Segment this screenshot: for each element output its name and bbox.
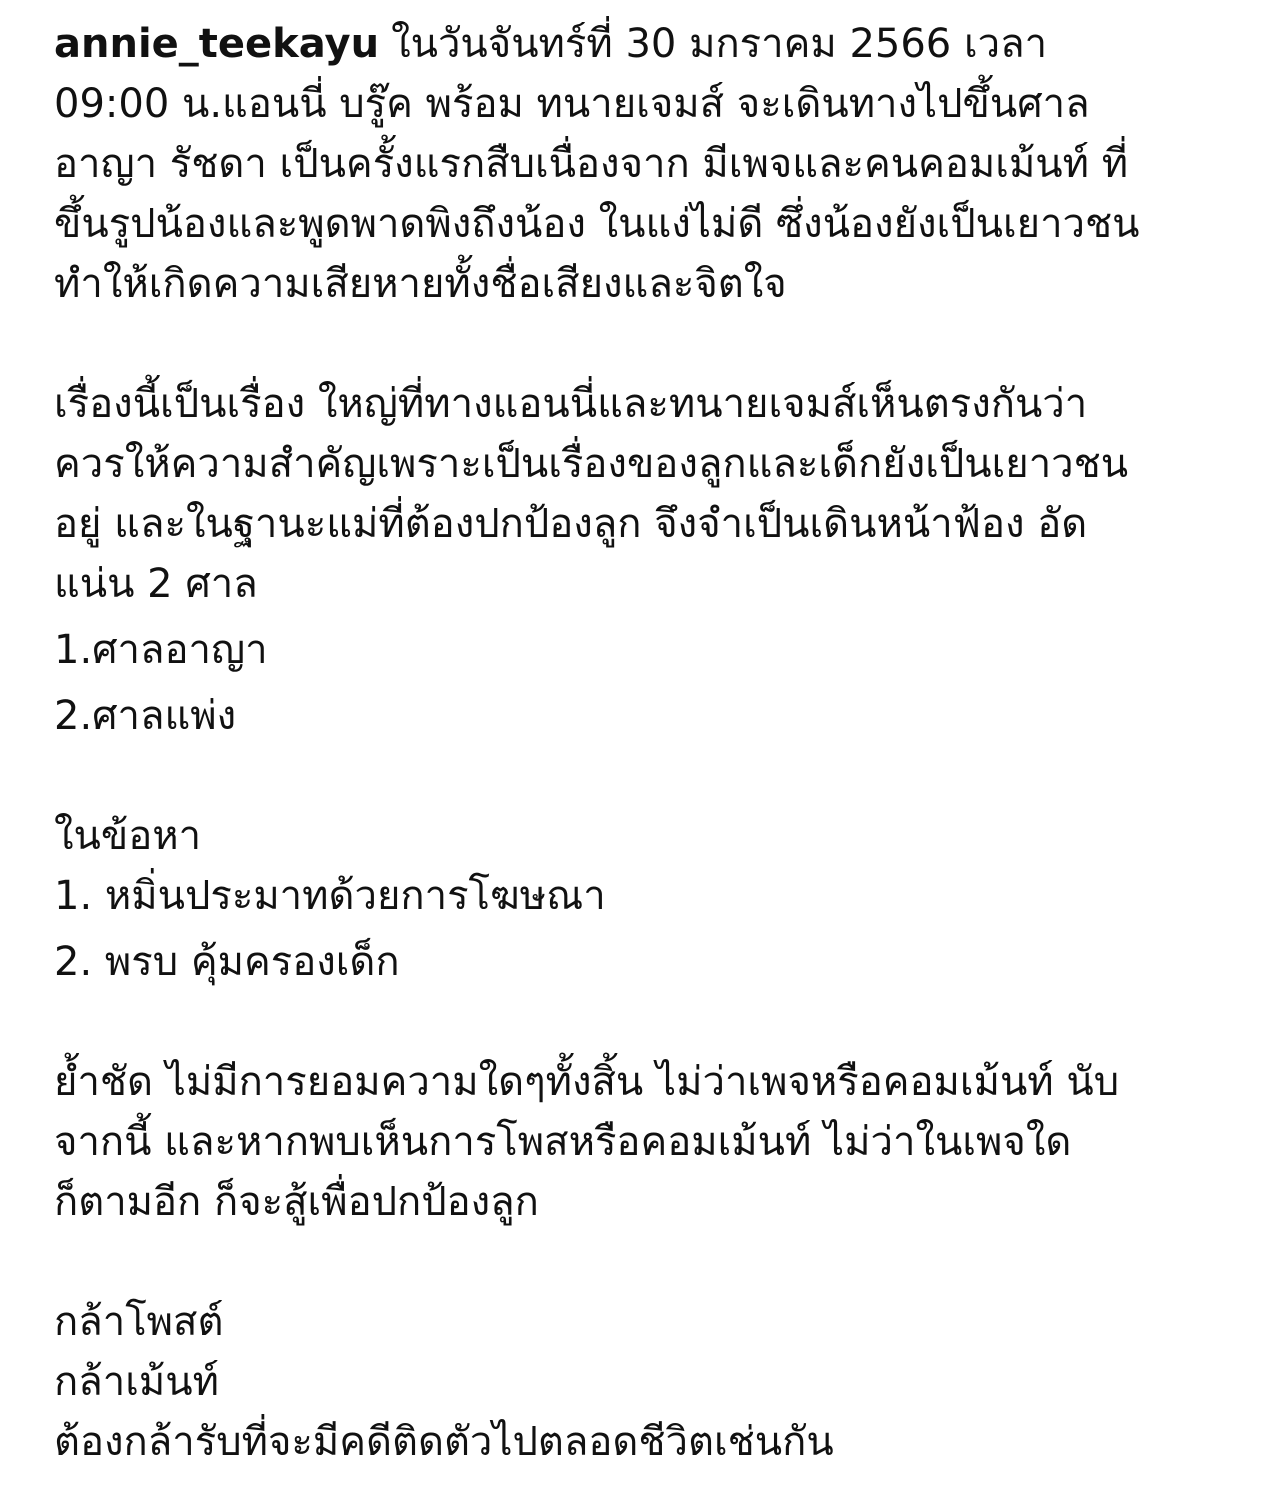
paragraph-spacer: [54, 746, 1244, 806]
caption-line: แน่น 2 ศาล: [54, 561, 258, 607]
caption-text: ในวันจันทร์ที่ 30 มกราคม 2566 เวลา: [391, 21, 1048, 67]
caption-line: อยู่ และในฐานะแม่ที่ต้องปกป้องลูก จึงจำเป็นเดินหน้าฟ้อง อัด: [54, 501, 1088, 547]
caption-line: เรื่องนี้เป็นเรื่อง ใหญ่ที่ทางแอนนี่และทนายเจมส์เห็นตรงกันว่า: [54, 381, 1088, 427]
closing-line: ต้องกล้ารับที่จะมีคดีติดตัวไปตลอดชีวิตเช่นกัน: [54, 1419, 834, 1465]
post-caption: [54, 14, 1244, 1472]
caption-line: ย้ำชัด ไม่มีการยอมความใดๆทั้งสิ้น ไม่ว่าเพจหรือคอมเม้นท์ นับ: [54, 1059, 1120, 1105]
charge-list-item: 1. หมิ่นประมาทด้วยการโฆษณา: [54, 873, 606, 919]
caption-line: ขึ้นรูปน้องและพูดพาดพิงถึงน้อง ในแง่ไม่ดี ซึ่งน้องยังเป็นเยาวชน: [54, 201, 1140, 247]
caption-line: อาญา รัชดา เป็นครั้งแรกสืบเนื่องจาก มีเพจและคนคอมเม้นท์ ที่: [54, 141, 1129, 187]
court-list-item: 2.ศาลแพ่ง: [54, 693, 237, 739]
charge-list-item: 2. พรบ คุ้มครองเด็ก: [54, 939, 400, 985]
closing-line: กล้าเม้นท์: [54, 1359, 219, 1405]
username-link[interactable]: annie_teekayu: [54, 21, 380, 67]
caption-line: ก็ตามอีก ก็จะสู้เพื่อปกป้องลูก: [54, 1179, 539, 1225]
caption-line: ทำให้เกิดความเสียหายทั้งชื่อเสียงและจิตใจ: [54, 261, 787, 307]
caption-line: [54, 14, 1244, 74]
caption-line: จากนี้ และหากพบเห็นการโพสหรือคอมเม้นท์ ไม่ว่าในเพจใด: [54, 1119, 1072, 1165]
closing-line: กล้าโพสต์: [54, 1299, 224, 1345]
charges-heading: ในข้อหา: [54, 813, 202, 859]
paragraph-spacer: [54, 992, 1244, 1052]
court-list-item: 1.ศาลอาญา: [54, 627, 268, 673]
caption-line: 09:00 น.แอนนี่ บรู๊ค พร้อม ทนายเจมส์ จะเดินทางไปขึ้นศาล: [54, 81, 1090, 127]
caption-line: ควรให้ความสำคัญเพราะเป็นเรื่องของลูกและเด็กยังเป็นเยาวชน: [54, 441, 1129, 487]
paragraph-spacer: [54, 314, 1244, 374]
paragraph-spacer: [54, 1232, 1244, 1292]
